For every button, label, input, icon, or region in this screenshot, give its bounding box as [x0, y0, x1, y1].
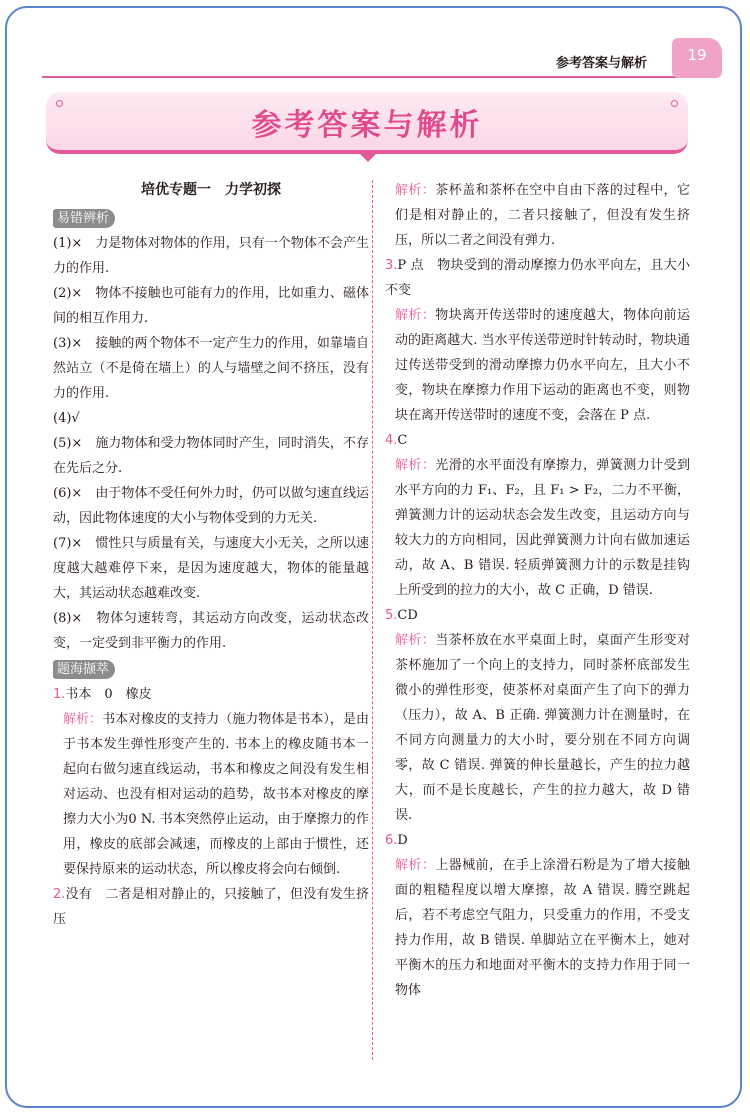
section-badge-errors: 易错辨析 [53, 209, 115, 228]
analysis-text: 上器械前，在手上涂滑石粉是为了增大接触面的粗糙程度以增大摩擦，故 A 错误. 腾空跳起后，若不考虑空气阻力，只受重力的作用，不受支持力作用，故 B 错误. 单脚站立在平衡木上，她对平衡木的压力和地面对平衡木的支持力作用于同一物体 [395, 858, 690, 998]
analysis-1 [53, 707, 369, 882]
answer-5 [385, 603, 690, 628]
section-badge-practice: 题海撷萃 [53, 660, 115, 679]
list-item: (7)× 惯性只与质量有关，与速度大小无关，之所以速度越大越难停下来，是因为速度越大，物体的能量越大，其运动状态越难改变. [53, 536, 369, 601]
analysis-3 [385, 303, 690, 428]
answer-6 [385, 828, 690, 853]
page-title: 参考答案与解析 [251, 108, 483, 143]
answer-text: 没有 二者是相对静止的，只接触了，但没有发生挤压 [53, 887, 369, 927]
answer-text: D [397, 833, 408, 848]
analysis-label: 解析： [395, 183, 436, 198]
answer-text: CD [397, 608, 418, 623]
question-number: 5. [385, 608, 398, 623]
answer-2 [53, 882, 369, 932]
analysis-text: 物块离开传送带时的速度越大，物体向前运动的距离越大. 当水平传送带逆时针转动时，物块通过传送带受到的滑动摩擦力仍水平向左，且大小不变，物块在摩擦力作用下运动的距离也不变，则物块在离开传送带时的速度不变，会落在 P 点. [395, 308, 690, 423]
analysis-label: 解析： [395, 858, 436, 873]
analysis-4 [385, 453, 690, 603]
answer-text: P 点 物块受到的滑动摩擦力仍水平向左，且大小不变 [385, 258, 690, 298]
analysis-text: 茶杯盖和茶杯在空中自由下落的过程中，它们是相对静止的，二者只接触了，但没有发生挤压，所以二者之间没有弹力. [395, 183, 690, 248]
analysis-text: 光滑的水平面没有摩擦力，弹簧测力计受到水平方向的力 F₁、F₂，且 F₁ > F₂，二力不平衡，弹簧测力计的运动状态会发生改变，且运动方向与较大力的方向相同，因此弹簧测力计向右做加速运动，故 A、B 错误. 轻质弹簧测力计的示数是挂钩上所受到的拉力的大小，故 C 正确，D 错误. [395, 458, 690, 598]
list-item: (4)√ [53, 411, 80, 426]
analysis-6 [385, 853, 690, 1003]
analysis-label: 解析： [395, 308, 436, 323]
column-divider [372, 180, 373, 1060]
analysis-label: 解析： [395, 458, 436, 473]
analysis-label: 解析： [63, 712, 103, 727]
answer-3 [385, 253, 690, 303]
answer-text: C [397, 433, 408, 448]
right-column [385, 178, 690, 1003]
header-rule [42, 76, 682, 78]
title-banner [46, 92, 688, 154]
question-number: 3. [385, 258, 398, 273]
page-number: 19 [687, 46, 707, 64]
answer-4 [385, 428, 690, 453]
question-number: 4. [385, 433, 398, 448]
left-column [53, 178, 369, 932]
list-item: (6)× 由于物体不受任何外力时，仍可以做匀速直线运动，因此物体速度的大小与物体受到的力无关. [53, 486, 369, 526]
list-item: (1)× 力是物体对物体的作用，只有一个物体不会产生力的作用. [53, 236, 369, 276]
question-number: 6. [385, 833, 398, 848]
analysis-5 [385, 628, 690, 828]
analysis-text: 当茶杯放在水平桌面上时，桌面产生形变对茶杯施加了一个向上的支持力，同时茶杯底部发生微小的弹性形变，使茶杯对桌面产生了向下的弹力（压力），故 A、B 正确. 弹簧测力计在测量时，在不同方向测量力的大小时，要分别在不同方向调零，故 C 错误. 弹簧的伸长量越长，产生的拉力越大，而不是长度越长，产生的拉力越大，故 D 错误. [395, 633, 690, 823]
list-item: (3)× 接触的两个物体不一定产生力的作用，如靠墙自然站立（不是倚在墙上）的人与墙壁之间不挤压，没有力的作用. [53, 336, 369, 401]
page-number-tab [672, 38, 722, 78]
question-number: 1. [53, 687, 66, 702]
answer-text: 书本 0 橡皮 [65, 687, 152, 702]
analysis-label: 解析： [395, 633, 436, 648]
answer-1 [53, 682, 369, 707]
question-number: 2. [53, 887, 66, 902]
list-item: (8)× 物体匀速转弯，其运动方向改变，运动状态改变，一定受到非平衡力的作用. [53, 611, 369, 651]
section-title: 培优专题一 力学初探 [141, 182, 281, 198]
analysis-2 [385, 178, 690, 253]
list-item: (2)× 物体不接触也可能有力的作用，比如重力、磁体间的相互作用力. [53, 286, 369, 326]
list-item: (5)× 施力物体和受力物体同时产生，同时消失，不存在先后之分. [53, 436, 369, 476]
banner-notch-icon [358, 152, 378, 162]
running-title: 参考答案与解析 [555, 56, 647, 71]
analysis-text: 书本对橡皮的支持力（施力物体是书本），是由于书本发生弹性形变产生的. 书本上的橡皮随书本一起向右做匀速直线运动，书本和橡皮之间没有发生相对运动、也没有相对运动的趋势，故书本对橡皮的摩擦力大小为0 N. 书本突然停止运动，由于摩擦力的作用，橡皮的底部会减速，而橡皮的上部由于惯性，还要保持原来的运动状态，所以橡皮将会向右倾倒. [63, 712, 369, 877]
